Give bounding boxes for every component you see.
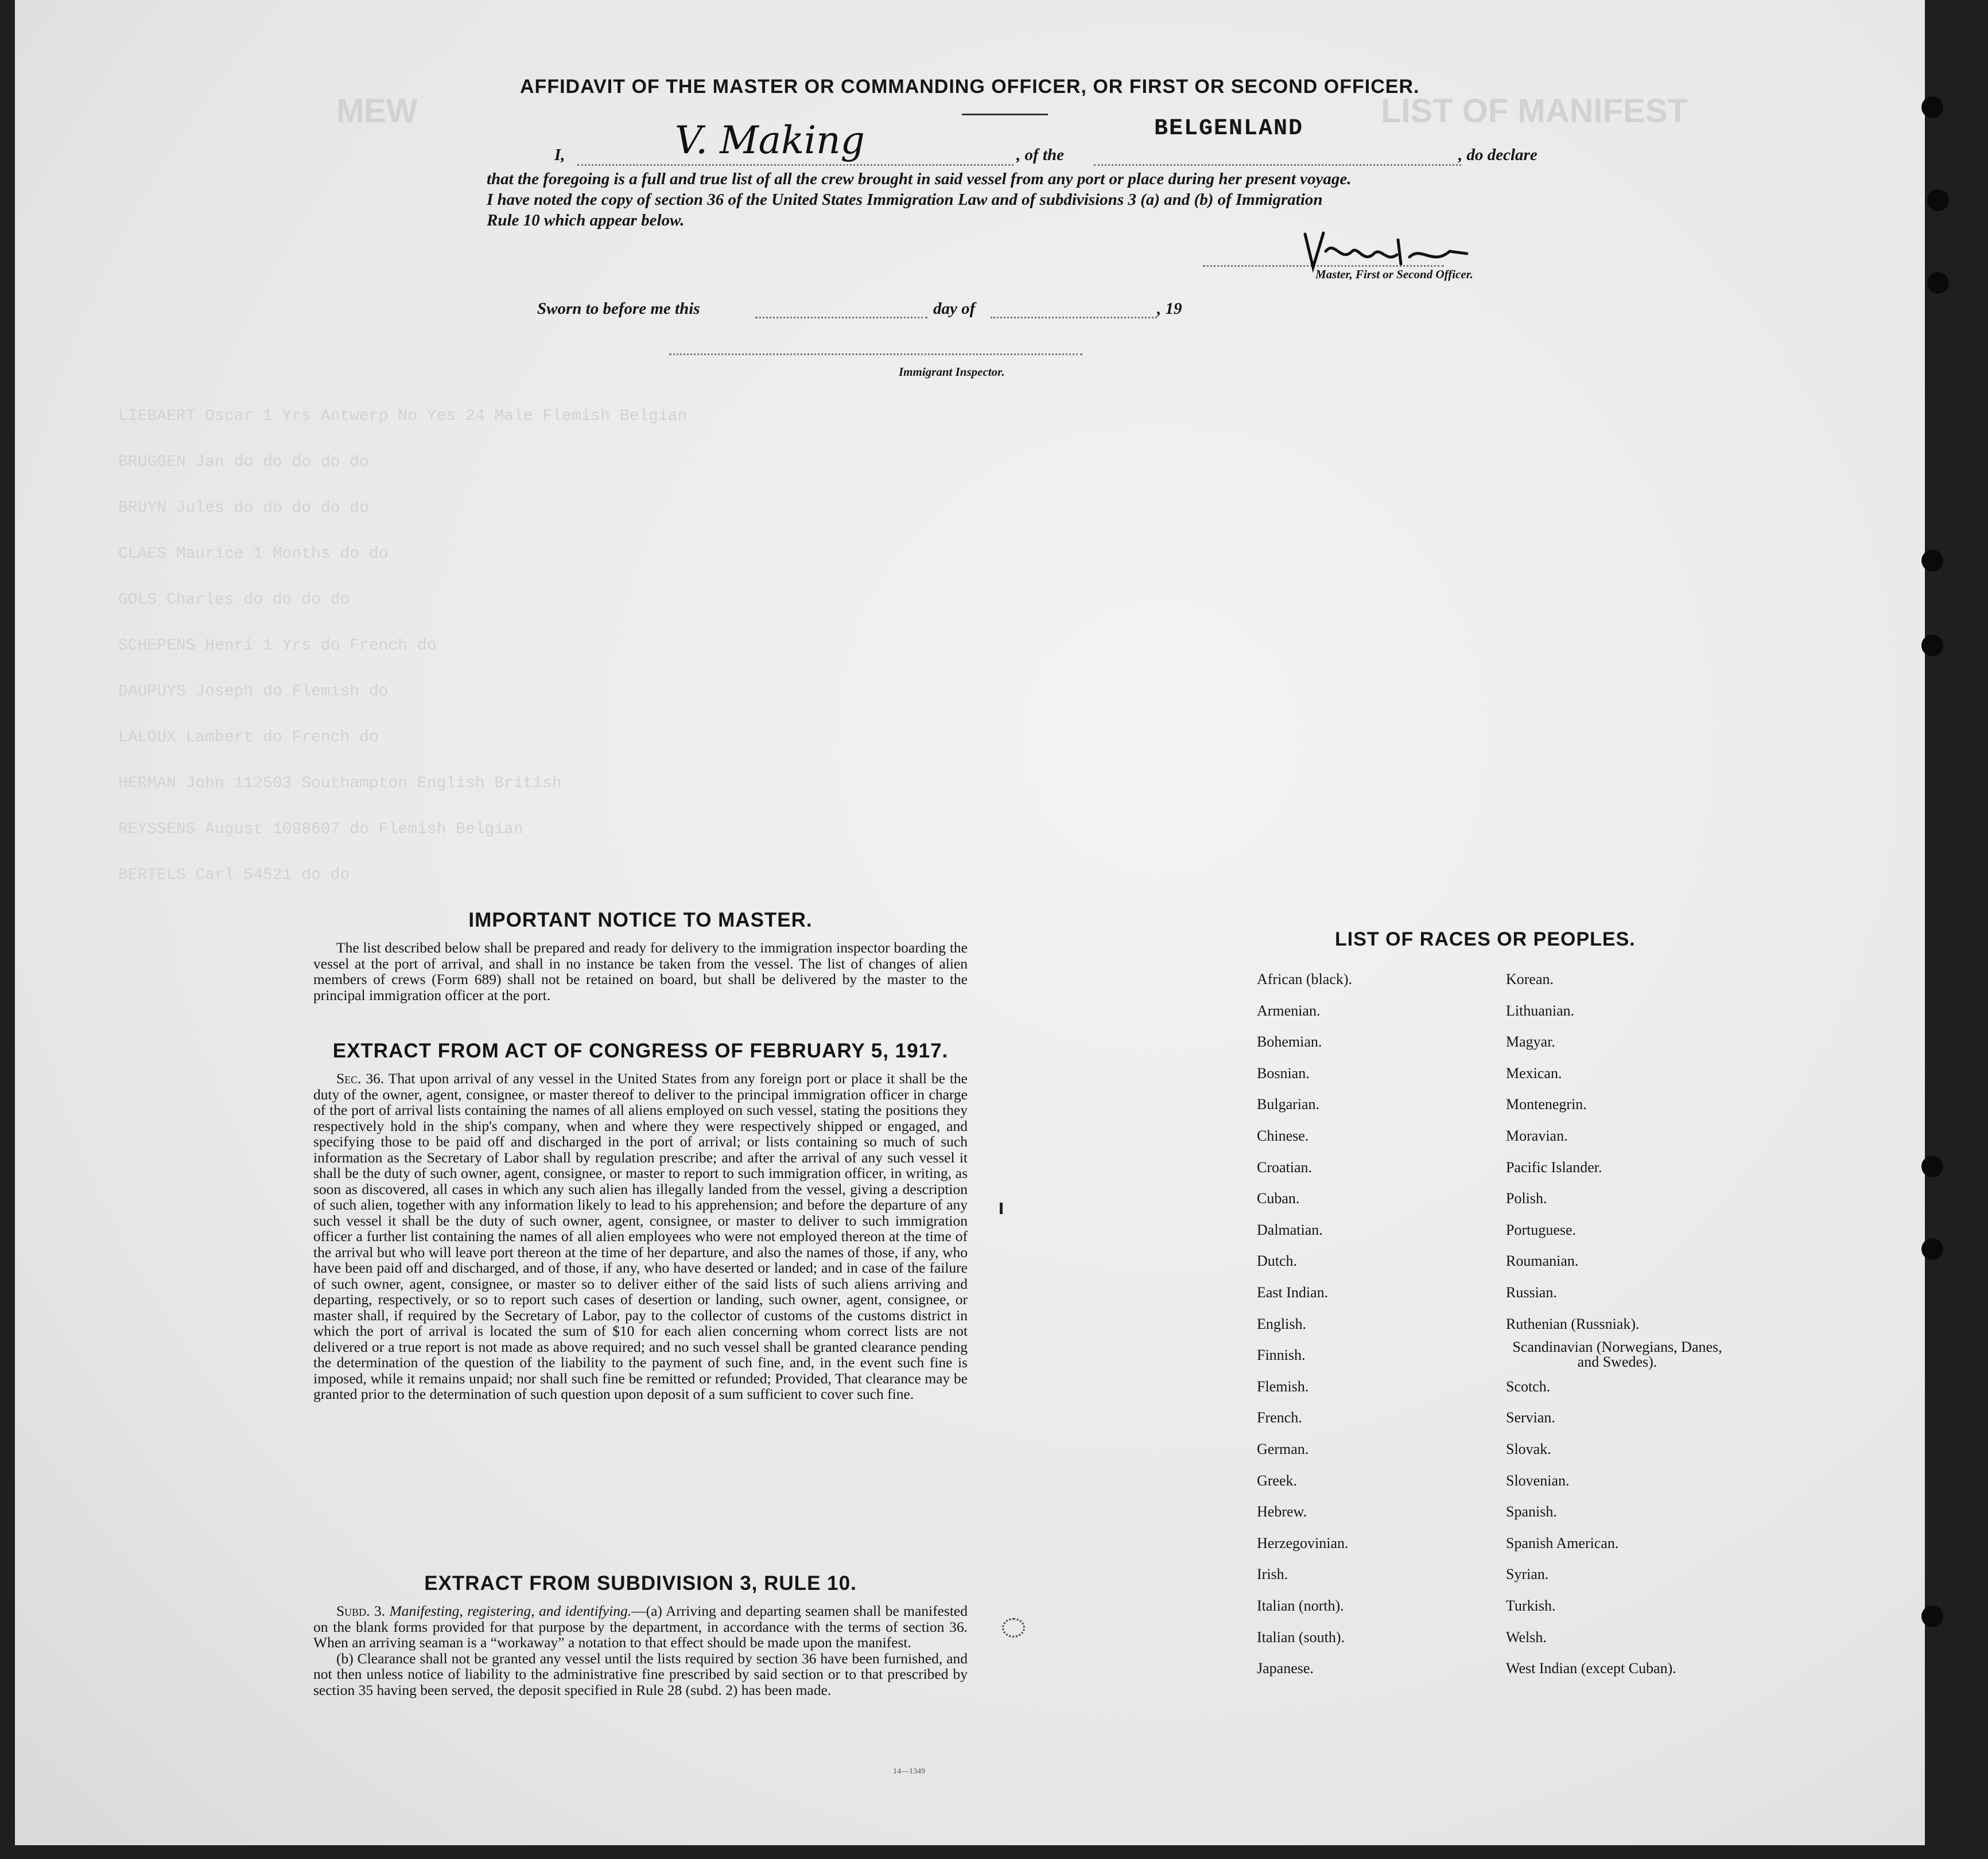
act-extract bbox=[313, 1040, 968, 1402]
binder-hole bbox=[1921, 96, 1943, 118]
affidavit-i: I, bbox=[554, 146, 565, 164]
affidavit-title: AFFIDAVIT OF THE MASTER OR COMMANDING OFFICER, OR FIRST OR SECOND OFFICER. bbox=[520, 76, 1420, 98]
rule-subd-heading: Manifesting, registering, and identifying. bbox=[389, 1603, 632, 1619]
handwritten-signer-name: V. Making bbox=[675, 118, 865, 162]
affidavit-line-4: Rule 10 which appear below. bbox=[487, 211, 685, 230]
race-item: Slovenian. bbox=[1506, 1472, 1570, 1489]
race-item: Montenegrin. bbox=[1506, 1096, 1587, 1113]
sworn-day-of: day of bbox=[933, 300, 976, 318]
race-item: Irish. bbox=[1257, 1566, 1288, 1583]
rule-extract bbox=[313, 1572, 968, 1698]
rule-text-a-block bbox=[313, 1603, 968, 1651]
race-item: Pacific Islander. bbox=[1506, 1158, 1602, 1176]
race-item: Bulgarian. bbox=[1257, 1096, 1320, 1113]
race-item: Chinese. bbox=[1257, 1127, 1309, 1144]
race-item: Slovak. bbox=[1506, 1441, 1551, 1457]
binder-hole bbox=[1921, 635, 1943, 656]
vessel-blank-line bbox=[1094, 164, 1461, 166]
act-text-block bbox=[313, 1071, 968, 1402]
notice-title: IMPORTANT NOTICE TO MASTER. bbox=[468, 909, 813, 931]
race-item: Dutch. bbox=[1257, 1253, 1298, 1270]
vessel-name: BELGENLAND bbox=[1154, 116, 1304, 142]
race-item: Mexican. bbox=[1506, 1064, 1562, 1082]
race-item: Magyar. bbox=[1506, 1033, 1555, 1051]
race-item: Herzegovinian. bbox=[1257, 1534, 1349, 1551]
race-item: Finnish. bbox=[1257, 1347, 1306, 1364]
race-item: German. bbox=[1257, 1441, 1309, 1457]
binder-hole bbox=[1921, 1156, 1943, 1177]
race-item: African (black). bbox=[1257, 971, 1353, 987]
rule-title: EXTRACT FROM SUBDIVISION 3, RULE 10. bbox=[424, 1572, 857, 1594]
race-item: Italian (south). bbox=[1257, 1628, 1345, 1646]
race-item: Hebrew. bbox=[1257, 1503, 1307, 1520]
binder-hole bbox=[1921, 1605, 1943, 1627]
races-title: LIST OF RACES OR PEOPLES. bbox=[1335, 928, 1636, 950]
race-item: Portuguese. bbox=[1506, 1221, 1577, 1238]
race-item: Spanish American. bbox=[1506, 1534, 1619, 1551]
inspector-caption: Immigrant Inspector. bbox=[899, 365, 1005, 379]
race-item: Italian (north). bbox=[1257, 1597, 1344, 1614]
race-item: English. bbox=[1257, 1315, 1306, 1332]
binder-hole bbox=[1921, 1238, 1943, 1260]
important-notice bbox=[313, 909, 968, 1003]
sworn-month-line bbox=[991, 317, 1157, 318]
race-item: Scandinavian (Norwegians, Danes, and Swedes). bbox=[1512, 1339, 1722, 1371]
sworn-year: , 19 bbox=[1157, 300, 1182, 318]
act-section-label: Sec. 36. bbox=[336, 1070, 385, 1087]
affidavit-do-declare: , do declare bbox=[1458, 146, 1537, 164]
sworn-text: Sworn to before me this bbox=[537, 300, 700, 318]
race-item: Syrian. bbox=[1506, 1566, 1549, 1583]
race-item: Welsh. bbox=[1506, 1628, 1547, 1646]
race-item: Flemish. bbox=[1257, 1378, 1309, 1395]
rule-text-b: (b) Clearance shall not be granted any vessel until the lists required by section 36 have been furnished, and not then unless notice of liability to the administrative fine prescribed by said section or to that prescribed by section 35 having been served, the deposit specified in Rule 28 (subd. 2) has been made. bbox=[313, 1650, 968, 1698]
name-blank-line bbox=[577, 164, 1014, 166]
race-item: Turkish. bbox=[1506, 1597, 1556, 1614]
race-item: Dalmatian. bbox=[1257, 1221, 1323, 1238]
race-item: Roumanian. bbox=[1506, 1253, 1579, 1270]
race-item: Moravian. bbox=[1506, 1127, 1568, 1144]
affidavit-line-2: that the foregoing is a full and true list of all the crew brought in said vessel from any port or place during her present voyage. bbox=[487, 170, 1352, 188]
race-item: West Indian (except Cuban). bbox=[1506, 1660, 1676, 1677]
race-item: Croatian. bbox=[1257, 1158, 1313, 1176]
race-item: East Indian. bbox=[1257, 1284, 1329, 1301]
act-title: EXTRACT FROM ACT OF CONGRESS OF FEBRUARY 5, 1917. bbox=[332, 1040, 949, 1062]
sworn-day-line bbox=[755, 317, 927, 318]
race-item: Servian. bbox=[1506, 1409, 1555, 1426]
notice-text: The list described below shall be prepared and ready for delivery to the immigration inspector boarding the vessel at the port of arrival, and shall in no instance be taken from the vessel. The list of changes of alien members of crews (Form 689) shall not be retained on board, but shall be delivered by the master to the principal immigration officer at the port. bbox=[313, 939, 968, 1004]
binder-hole bbox=[1927, 189, 1949, 211]
signature-caption: Master, First or Second Officer. bbox=[1315, 267, 1473, 281]
race-item: Spanish. bbox=[1506, 1503, 1557, 1520]
race-item: Lithuanian. bbox=[1506, 1002, 1575, 1019]
inspector-signature-line bbox=[669, 353, 1082, 355]
document-page: MEW LIST OF MANIFEST LIEBAERT Oscar 1 Yrs Antwerp No Yes 24 Male Flemish Belgian BRUGGEN Jan do do do do do BRUYN Jules do do do do do CLAES Maurice 1 Months do do GOLS Charles do do do do SCHEPENS Henri 1 Yrs do French do DAUPUYS Joseph do Flemish do LALOUX Lambert do French do HERMAN John 112503 Southampton English British REYSSENS August 1098607 do Flemish Belgian BERTELS Carl 54521 do do AFFIDAVIT OF THE MASTER OR COMMANDING OFFICER, OR FIRST OR SECOND OFFICER. I, V. Making , of the BELGENLAND , do declare that the foregoing is a full and true list of all the crew brought in said vessel from any port or place during her present voyage. I have noted the copy of section 36 of the United States Immigration Law and of subdivisions 3 (a) and (b) of Immigration Rule 10 which appear below. Master, First or Second Officer. Sworn to before me this day of , 19 Immigrant Inspector. IMPORTANT NOTICE TO MASTER. The list described below shall be prepared and ready for delivery to the immigration inspector boarding the vessel at the port of arrival, and shall in no instance be taken from the vessel. The list of changes of alien members of crews (Form 689) shall not be retained on board, but shall be delivered by the master to the principal immigration officer at the port. EXTRACT FROM ACT OF CONGRESS OF FEBRUARY 5, 1917. Sec. 36. That upon arrival of any vessel in the United States from any foreign port or place it shall be the duty of the owner, agent, consignee, or master thereof to deliver to the principal immigration officer in charge of the port of arrival lists containing the names of all aliens employed on such vessel, stating the positions they respectively hold in the ship's company, when and where they were respectively shipped or engaged, and specifying those to be paid off and discharged in the port of arrival; or lists containing so much of such information as the Secretary of Labor shall by regulation prescribe; and after the arrival of any such vessel it shall be the duty of such owner, agent, consignee, or master to report to such immigration officer, in writing, as soon as discovered, all cases in which any such alien has illegally landed from the vessel, giving a description of such alien, together with any information likely to lead to his apprehension; and before the departure of any such vessel it shall be the duty of such owner, agent, consignee, or master to deliver to such immigration officer a further list containing the names of all alien employees who were not employed thereon at the time of the arrival but who will leave port thereon at the time of her departure, and also the names of those, if any, who have been paid off and discharged, and of those, if any, who have deserted or landed; and in case of the failure of such owner, agent, consignee, or master so to deliver either of the said lists of such aliens arriving and departing, respectively, or so to report such cases of desertion or landing, such owner, agent, consignee, or master shall, if required by the Secretary of Labor, pay to the collector of customs of the customs district in which the port of arrival is located the sum of $10 for each alien concerning whom correct lists are not delivered or a true report is not made as above required; and no such vessel shall be granted clearance pending the determination of the question of the liability to the payment of such fine, and, in the event such fine is imposed, while it remains unpaid; nor shall such fine be remitted or refunded; Provided, That clearance may be granted prior to the determination of such question upon deposit of a sum sufficient to cover such fine. EXTRACT FROM SUBDIVISION 3, RULE 10. Subd. 3. Manifesting, registering, and identifying.—(a) Arriving and departing seamen shall be manifested on the blank forms provided for that purpose by the department, in accordance with the terms of section 36. When an arriving seaman is a “workaway” a notation to that effect should be made upon the manifest. (b) Clearance shall not be granted any vessel until the lists required by section 36 have been furnished, and not then unless notice of liability to the administrative fine prescribed by said section or to that prescribed by section 35 having been served, the deposit specified in Rule 28 (subd. 2) has been made. LIST OF RACES OR PEOPLES. African (black). Armenian. Bohemian. Bosnian. Bulgarian. Chinese. Croatian. Cuban. Dalmatian. Dutch. East Indian. English. Finnish. Flemish. French. German. Greek. Hebrew. Herzegovinian. Irish. Italian (north). Italian (south). Japanese. Korean. Lithuanian. Magyar. Mexican. Montenegrin. Moravian. Pacific Islander. Polish. Portuguese. Roumanian. Russian. Ruthenian (Russniak). Scandinavian (Norwegians, Danes, and Swedes). Scotch. Servian. Slovak. Slovenian. Spanish. Spanish American. Syrian. Turkish. Welsh. West Indian (except Cuban). 14—1349 bbox=[15, 0, 1925, 1845]
race-item: Armenian. bbox=[1257, 1002, 1321, 1019]
race-item: Bohemian. bbox=[1257, 1033, 1322, 1051]
title-underline bbox=[962, 114, 1048, 115]
affidavit-line-3: I have noted the copy of section 36 of the United States Immigration Law and of subdivisions 3 (a) and (b) of Immigration bbox=[487, 190, 1323, 209]
race-item: Ruthenian (Russniak). bbox=[1506, 1315, 1640, 1332]
form-number: 14—1349 bbox=[893, 1767, 925, 1776]
race-item: Korean. bbox=[1506, 971, 1554, 987]
race-item: Greek. bbox=[1257, 1472, 1298, 1489]
rule-text-a: —(a) Arriving and departing seamen shall be manifested on the blank forms provided for that purpose by the department, in accordance with the terms of section 36. When an arriving seaman is a “workaway” a notation to that effect should be made upon the manifest. bbox=[313, 1603, 968, 1651]
race-item: Bosnian. bbox=[1257, 1064, 1310, 1082]
ink-smudge bbox=[1002, 1618, 1025, 1638]
ink-mark bbox=[1000, 1203, 1003, 1214]
race-item: Japanese. bbox=[1257, 1660, 1314, 1677]
act-text: That upon arrival of any vessel in the United States from any foreign port or place it shall be the duty of the owner, agent, consignee, or master thereof to deliver to the principal immigration officer in charge of the port of arrival lists containing the names of all aliens employed on such vessel, stating the positions they respectively hold in the ship's company, when and where they were respectively shipped or engaged, and specifying those to be paid off and discharged in the port of arrival; or lists containing so much of such information as the Secretary of Labor shall by regulation prescribe; and after the arrival of any such vessel it shall be the duty of such owner, agent, consignee, or master to report to such immigration officer, in writing, as soon as discovered, all cases in which any such alien has illegally landed from the vessel, giving a description of such alien, together with any information likely to lead to his apprehension; and before the departure of any such vessel it shall be the duty of such owner, agent, consignee, or master to deliver to such immigration officer a further list containing the names of all alien employees who were not employed thereon at the time of the arrival but who will leave port thereon at the time of her departure, and also the names of those, if any, who have been paid off and discharged, and of those, if any, who have deserted or landed; and in case of the failure of such owner, agent, consignee, or master so to deliver either of the said lists of such aliens arriving and departing, respectively, or so to report such cases of desertion or landing, such owner, agent, consignee, or master shall, if required by the Secretary of Labor, pay to the collector of customs of the customs district in which the port of arrival is located the sum of $10 for each alien concerning whom correct lists are not delivered or a true report is not made as above required; and no such vessel shall be granted clearance pending the determination of the question of the liability to the payment of such fine, and, in the event such fine is imposed, while it remains unpaid; nor shall such fine be remitted or refunded; Provided, That clearance may be granted prior to the determination of such question upon deposit of a sum sufficient to cover such fine. bbox=[313, 1070, 968, 1402]
race-item: Scotch. bbox=[1506, 1378, 1551, 1395]
race-item: Polish. bbox=[1506, 1190, 1547, 1207]
binder-hole bbox=[1927, 272, 1949, 294]
rule-subd-label: Subd. 3. bbox=[336, 1603, 386, 1619]
race-item: Cuban. bbox=[1257, 1190, 1300, 1207]
race-item: Russian. bbox=[1506, 1284, 1557, 1301]
binder-hole bbox=[1921, 550, 1943, 571]
race-item: French. bbox=[1257, 1409, 1302, 1426]
affidavit-of-the: , of the bbox=[1016, 146, 1064, 164]
